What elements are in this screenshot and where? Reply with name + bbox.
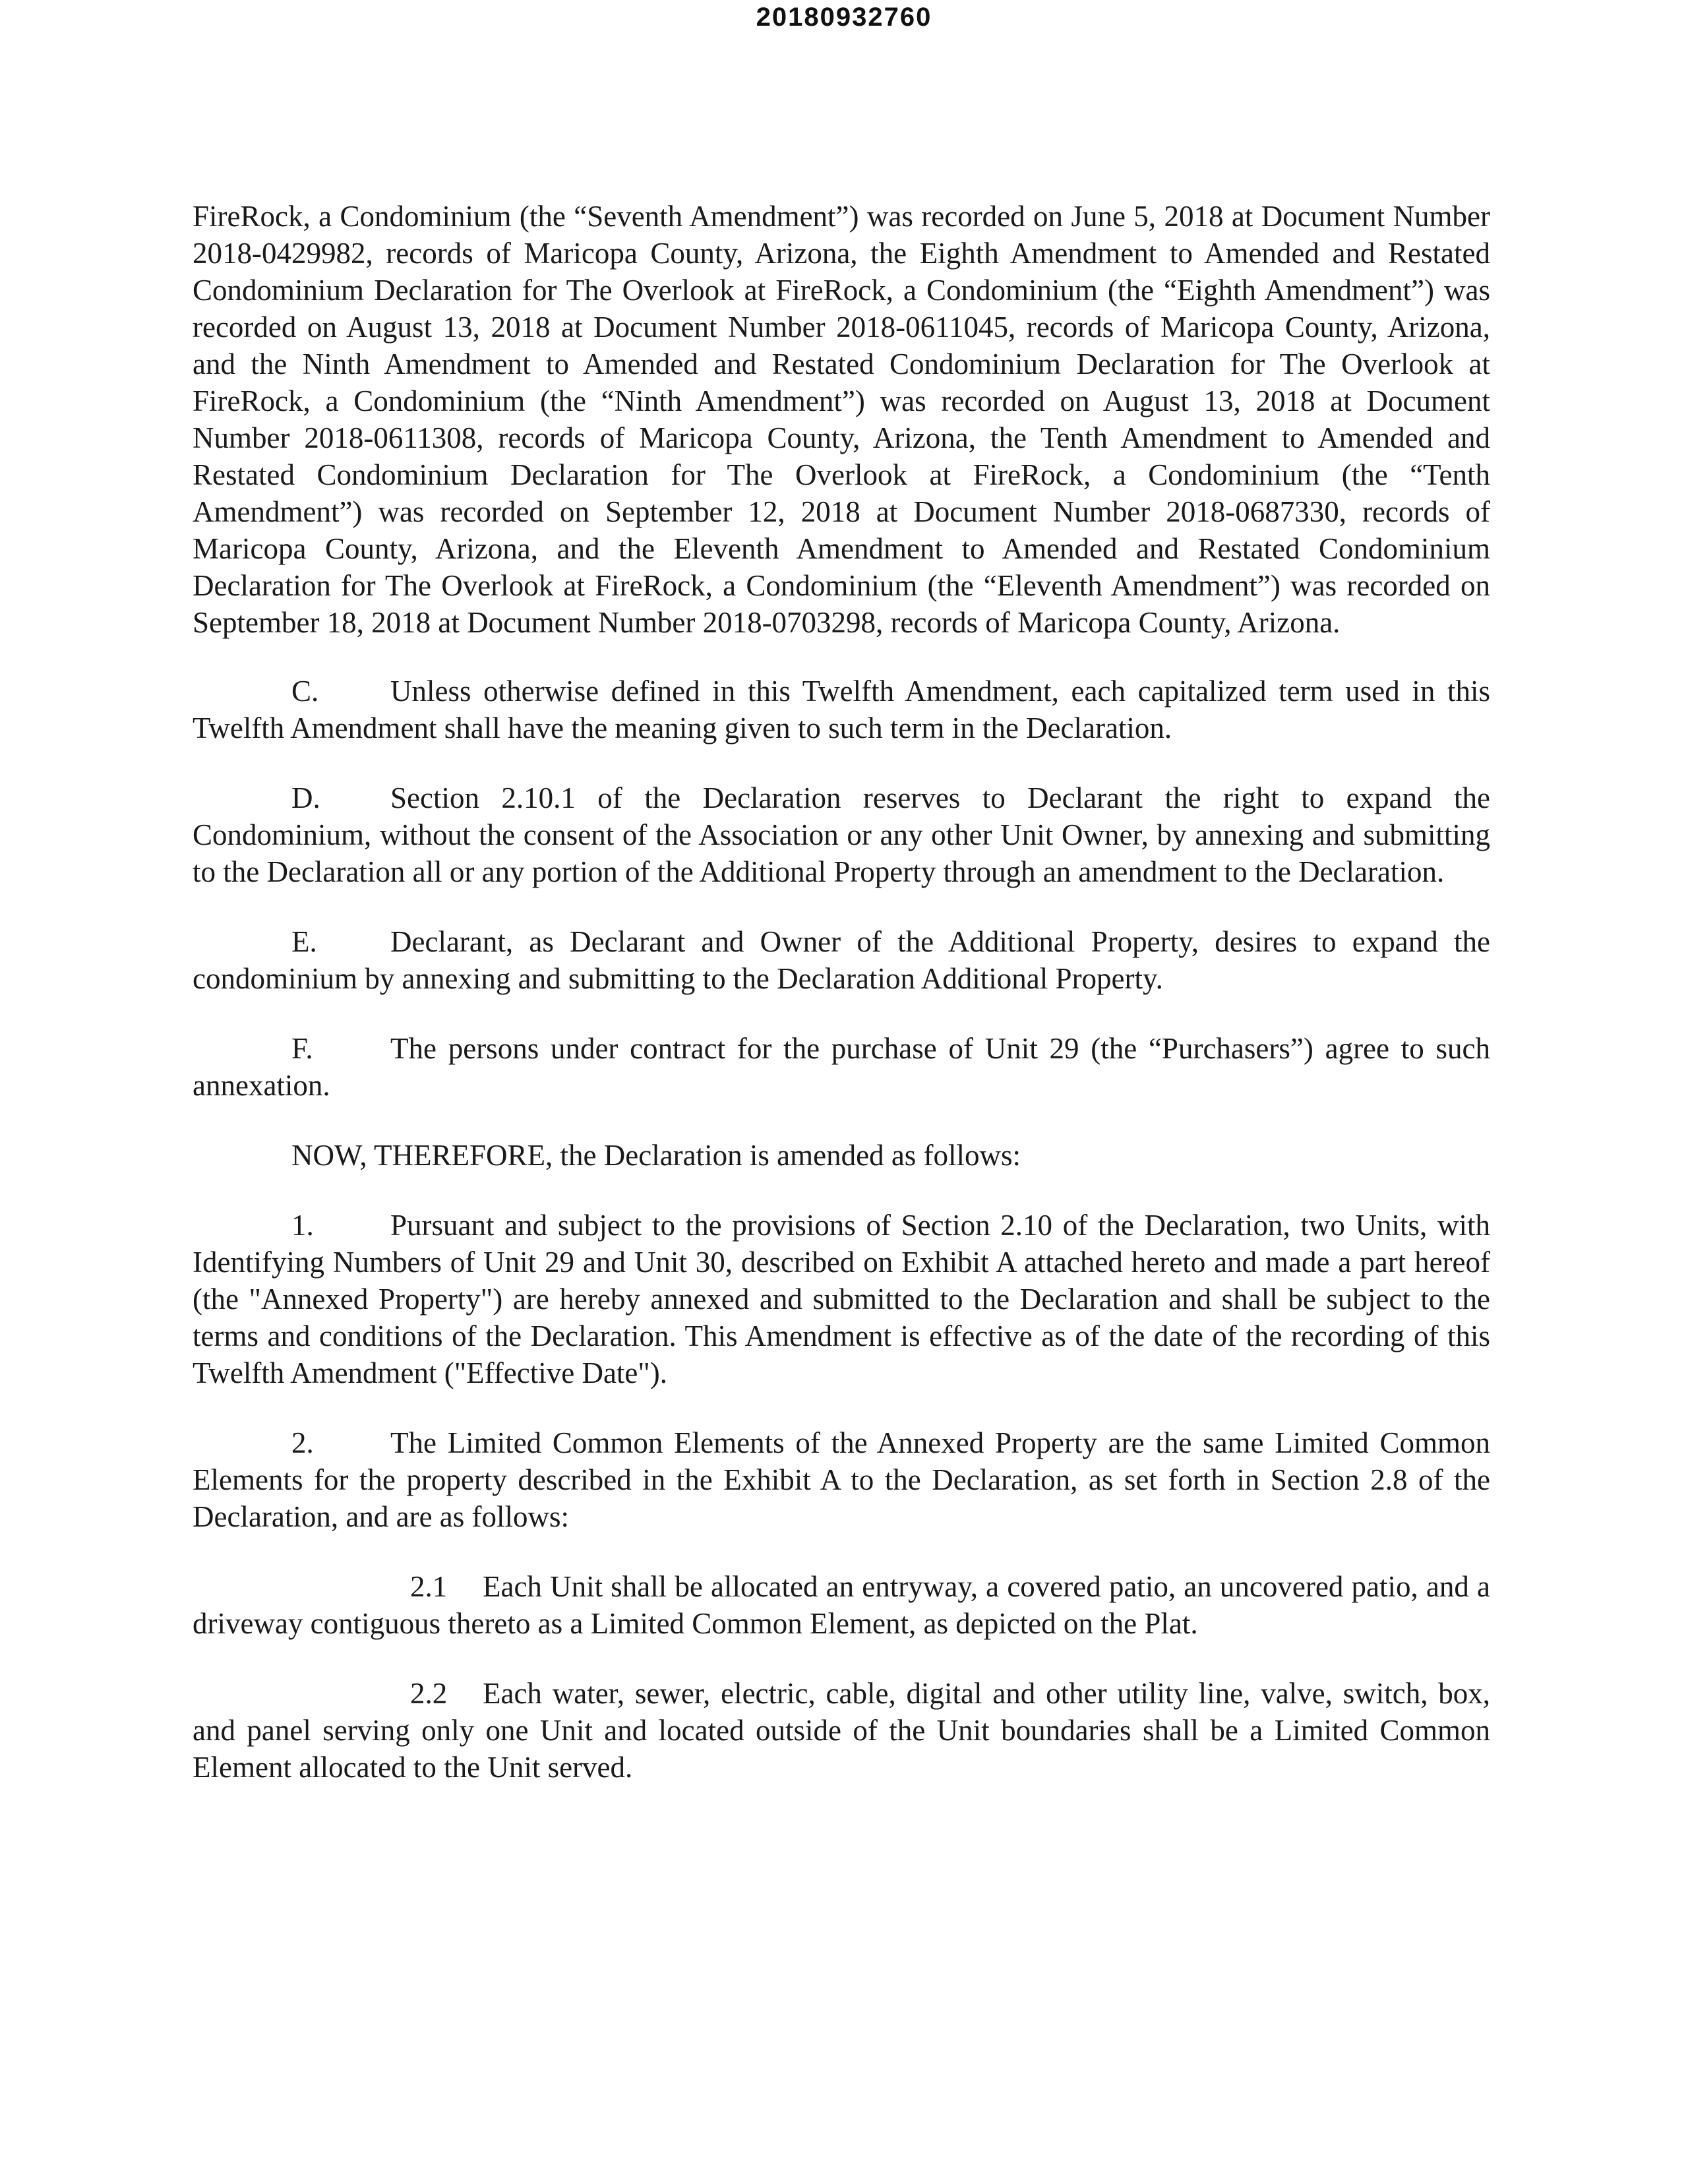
recital-e-text: Declarant, as Declarant and Owner of the Additional Property, desires to expand the condominium by annexing and submitting to the Declaration Additional Property.	[193, 925, 1490, 995]
section-2-paragraph	[193, 1424, 1490, 1535]
recital-d-paragraph	[193, 779, 1490, 890]
section-2-2-paragraph	[193, 1675, 1490, 1786]
recital-c-marker: C.	[291, 675, 319, 708]
recital-c-paragraph	[193, 673, 1490, 746]
section-2-1-paragraph	[193, 1568, 1490, 1642]
recital-continuation-paragraph: FireRock, a Condominium (the “Seventh Amendment”) was recorded on June 5, 2018 at Document Number 2018-0429982, records of Maricopa County, Arizona, the Eighth Amendment to Amended and Restated Condominium Declaration for The Overlook at FireRock, a Condominium (the “Eighth Amendment”) was recorded on August 13, 2018 at Document Number 2018-0611045, records of Maricopa County, Arizona, and the Ninth Amendment to Amended and Restated Condominium Declaration for The Overlook at FireRock, a Condominium (the “Ninth Amendment”) was recorded on August 13, 2018 at Document Number 2018-0611308, records of Maricopa County, Arizona, the Tenth Amendment to Amended and Restated Condominium Declaration for The Overlook at FireRock, a Condominium (the “Tenth Amendment”) was recorded on September 12, 2018 at Document Number 2018-0687330, records of Maricopa County, Arizona, and the Eleventh Amendment to Amended and Restated Condominium Declaration for The Overlook at FireRock, a Condominium (the “Eleventh Amendment”) was recorded on September 18, 2018 at Document Number 2018-0703298, records of Maricopa County, Arizona.	[193, 200, 1490, 639]
recording-document-number: 20180932760	[756, 3, 932, 32]
section-1-text: Pursuant and subject to the provisions of Section 2.10 of the Declaration, two Units, with Identifying Numbers of Unit 29 and Unit 30, described on Exhibit A attached hereto and made a part hereof (the "Annexed Property") are hereby annexed and submitted to the Declaration and shall be subject to the terms and conditions of the Declaration. This Amendment is effective as of the date of the recording of this Twelfth Amendment ("Effective Date").	[193, 1209, 1490, 1389]
recital-e-paragraph	[193, 923, 1490, 997]
section-2-marker: 2.	[291, 1426, 314, 1459]
document-body	[193, 198, 1490, 1819]
recital-d-marker: D.	[291, 781, 320, 814]
recital-c-text: Unless otherwise defined in this Twelfth Amendment, each capitalized term used in this Twelfth Amendment shall have the meaning given to such term in the Declaration.	[193, 675, 1490, 744]
section-1-paragraph	[193, 1207, 1490, 1391]
recital-f-text: The persons under contract for the purchase of Unit 29 (the “Purchasers”) agree to such annexation.	[193, 1032, 1490, 1102]
section-2-1-text: Each Unit shall be allocated an entryway, a covered patio, an uncovered patio, and a driveway contiguous thereto as a Limited Common Element, as depicted on the Plat.	[193, 1570, 1490, 1640]
section-2-text: The Limited Common Elements of the Annexed Property are the same Limited Common Elements for the property described in the Exhibit A to the Declaration, as set forth in Section 2.8 of the Declaration, and are as follows:	[193, 1426, 1490, 1533]
section-2-1-marker: 2.1	[410, 1570, 448, 1603]
recital-d-text: Section 2.10.1 of the Declaration reserves to Declarant the right to expand the Condominium, without the consent of the Association or any other Unit Owner, by annexing and submitting to the Declaration all or any portion of the Additional Property through an amendment to the Declaration.	[193, 781, 1490, 888]
recital-f-paragraph	[193, 1030, 1490, 1104]
recital-f-marker: F.	[291, 1032, 313, 1065]
section-2-2-text: Each water, sewer, electric, cable, digital and other utility line, valve, switch, box, and panel serving only one Unit and located outside of the Unit boundaries shall be a Limited Common Element allocated to the Unit served.	[193, 1677, 1490, 1784]
section-2-2-marker: 2.2	[410, 1677, 448, 1710]
recital-e-marker: E.	[291, 925, 317, 958]
now-therefore-paragraph: NOW, THEREFORE, the Declaration is amended as follows:	[291, 1139, 1021, 1172]
section-1-marker: 1.	[291, 1209, 314, 1242]
